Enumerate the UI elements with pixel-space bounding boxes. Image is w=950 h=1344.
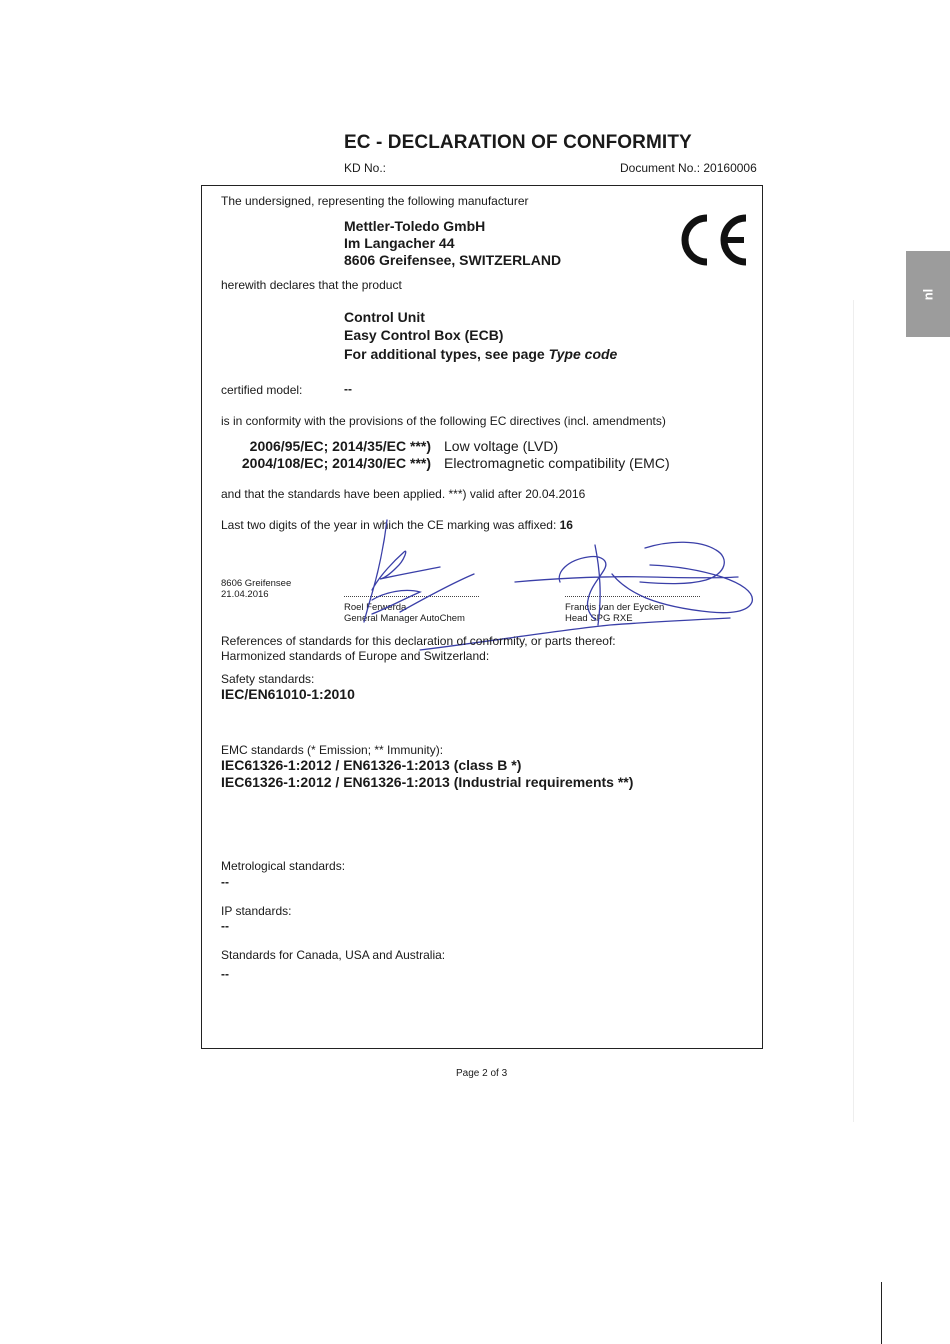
directive-desc-1: Low voltage (LVD)	[444, 438, 559, 454]
signer-1-name: Roel Ferwerda	[344, 602, 407, 613]
references-line-1: References of standards for this declaration of conformity, or parts thereof:	[221, 634, 616, 648]
product-line-2: Easy Control Box (ECB)	[344, 327, 504, 343]
manufacturer-intro: The undersigned, representing the following manufacturer	[221, 194, 529, 208]
manufacturer-street: Im Langacher 44	[344, 235, 455, 251]
emc-line-2: IEC61326-1:2012 / EN61326-1:2013 (Industrial requirements **)	[221, 774, 634, 790]
ip-label: IP standards:	[221, 904, 292, 918]
metrological-label: Metrological standards:	[221, 859, 346, 873]
manufacturer-name: Mettler-Toledo GmbH	[344, 218, 486, 234]
page-title: EC - DECLARATION OF CONFORMITY	[344, 132, 692, 153]
language-tab-label: nl	[920, 288, 936, 300]
product-line-1: Control Unit	[344, 309, 425, 325]
canada-label: Standards for Canada, USA and Australia:	[221, 948, 446, 962]
declaration-frame	[201, 185, 763, 1049]
signature-line-2	[565, 596, 700, 597]
signing-date: 21.04.2016	[221, 589, 269, 600]
standards-applied: and that the standards have been applied. ***) valid after 20.04.2016	[221, 487, 586, 501]
ce-year-value: 16	[559, 518, 573, 532]
document-number: Document No.: 20160006	[620, 161, 757, 175]
directive-desc-2: Electromagnetic compatibility (EMC)	[444, 455, 670, 471]
ce-year-text: Last two digits of the year in which the CE marking was affixed:	[221, 518, 560, 532]
safety-value: IEC/EN61010-1:2010	[221, 686, 355, 702]
emc-line-1: IEC61326-1:2012 / EN61326-1:2013 (class B *)	[221, 757, 522, 773]
certified-model-value: --	[344, 382, 352, 396]
signer-2-title: Head SPG RXE	[565, 613, 633, 624]
type-code-link[interactable]: Type code	[548, 346, 618, 362]
language-tab[interactable]	[906, 251, 950, 337]
certified-model-label: certified model:	[221, 383, 303, 397]
product-intro: herewith declares that the product	[221, 278, 402, 292]
metrological-value: --	[221, 875, 229, 889]
scan-edge-line	[853, 300, 854, 1122]
directive-code-1: 2006/95/EC; 2014/35/EC ***)	[249, 438, 431, 454]
canada-value: --	[221, 967, 229, 981]
page-number: Page 2 of 3	[456, 1068, 508, 1079]
margin-rule	[881, 1282, 882, 1344]
directive-code-2: 2004/108/EC; 2014/30/EC ***)	[241, 455, 431, 471]
signature-line-1	[344, 596, 479, 597]
signer-2-name: Francis van der Eycken	[565, 602, 665, 613]
kd-number: KD No.:	[344, 161, 387, 175]
signing-place: 8606 Greifensee	[221, 578, 292, 589]
emc-label: EMC standards (* Emission; ** Immunity):	[221, 743, 444, 757]
signer-1-title: General Manager AutoChem	[344, 613, 465, 624]
references-line-2: Harmonized standards of Europe and Switzerland:	[221, 649, 490, 663]
directives-intro: is in conformity with the provisions of the following EC directives (incl. amendments)	[221, 414, 666, 428]
product-line-3	[344, 346, 617, 362]
ip-value: --	[221, 919, 229, 933]
product-line-3-prefix: For additional types, see page	[344, 346, 549, 362]
ce-mark-icon	[674, 210, 750, 270]
manufacturer-city: 8606 Greifensee, SWITZERLAND	[344, 252, 562, 268]
safety-label: Safety standards:	[221, 672, 315, 686]
ce-year-line	[221, 518, 573, 532]
